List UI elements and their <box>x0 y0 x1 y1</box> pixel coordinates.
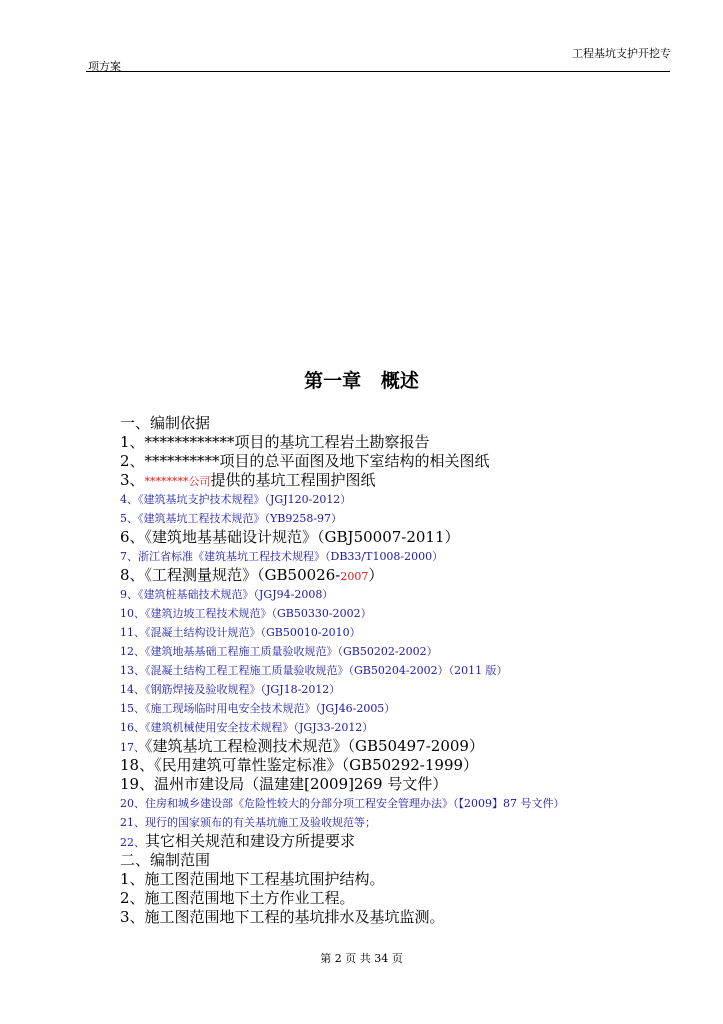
text-line <box>120 452 680 471</box>
text-line <box>120 414 680 433</box>
text-line <box>120 832 680 851</box>
text-segment: 12、《建筑地基基础工程施工质量验收规范》（GB50202-2002） <box>120 645 438 658</box>
text-line <box>120 471 680 490</box>
text-segment: 3、施工图范围地下工程的基坑排水及基坑监测。 <box>120 908 445 926</box>
text-segment: 15、《施工现场临时用电安全技术规范》（JGJ46-2005） <box>120 702 396 715</box>
header-rule <box>86 71 670 72</box>
text-line <box>120 851 680 870</box>
text-segment: 7、浙江省标准《建筑基坑工程技术规程》（DB33/T1008-2000） <box>120 550 444 563</box>
text-line <box>120 908 680 927</box>
body-text <box>120 414 680 927</box>
text-line <box>120 680 680 699</box>
text-line <box>120 756 680 775</box>
text-line <box>120 661 680 680</box>
text-segment: 17、 <box>120 741 145 754</box>
text-segment: 8、《工程测量规范》（GB50026- <box>120 566 341 584</box>
text-line <box>120 813 680 832</box>
text-segment: 11、《混凝土结构设计规范》（GB50010-2010） <box>120 626 361 639</box>
text-segment: 22、 <box>120 836 145 849</box>
text-segment: 《建筑基坑工程检测技术规范》（GB50497-2009） <box>145 737 484 755</box>
text-line <box>120 585 680 604</box>
running-header-right: 工程基坑支护开挖专 <box>572 47 671 60</box>
text-line <box>120 566 680 585</box>
text-segment: 1、施工图范围地下工程基坑围护结构。 <box>120 870 385 888</box>
text-segment: 19、温州市建设局（温建建[2009]269 号文件） <box>120 775 448 793</box>
text-line <box>120 433 680 452</box>
text-segment: 其它相关规范和建设方所提要求 <box>145 832 356 850</box>
text-segment: 一、编制依据 <box>120 414 211 432</box>
text-segment: 提供的基坑工程围护图纸 <box>210 471 376 489</box>
text-line <box>120 775 680 794</box>
text-segment: 3、 <box>120 471 145 489</box>
text-segment: 9、《建筑桩基础技术规范》（JGJ94-2008） <box>120 588 334 601</box>
text-segment: 21、现行的国家颁布的有关基坑施工及验收规范等； <box>120 816 376 829</box>
text-segment: 2、**********项目的总平面图及地下室结构的相关图纸 <box>120 452 490 470</box>
text-line <box>120 604 680 623</box>
text-line <box>120 870 680 889</box>
text-segment: 2、施工图范围地下土方作业工程。 <box>120 889 355 907</box>
text-segment: 4、《建筑基坑支护技术规程》（JGJ120-2012） <box>120 493 352 506</box>
text-segment: 5、《建筑基坑工程技术规范》（YB9258-97） <box>120 512 343 525</box>
text-line <box>120 642 680 661</box>
text-line <box>120 737 680 756</box>
text-line <box>120 718 680 737</box>
text-line <box>120 889 680 908</box>
chapter-title: 第一章 概述 <box>304 370 419 392</box>
text-segment: 13、《混凝土结构工程工程施工质量验收规范》（GB50204-2002）（2011 版） <box>120 664 508 677</box>
text-line <box>120 547 680 566</box>
text-segment: 6、《建筑地基基础设计规范》（GBJ50007-2011） <box>120 528 460 546</box>
text-line <box>120 528 680 547</box>
text-segment: 14、《钢筋焊接及验收规程》（JGJ18-2012） <box>120 683 341 696</box>
text-segment: 2007 <box>340 570 369 583</box>
text-line <box>120 699 680 718</box>
page-footer: 第 2 页 共 34 页 <box>320 952 403 965</box>
text-segment: ） <box>368 566 384 584</box>
text-line <box>120 794 680 813</box>
text-segment: 二、编制范围 <box>120 851 211 869</box>
text-segment: 16、《建筑机械使用安全技术规程》（JGJ33-2012） <box>120 721 374 734</box>
text-line <box>120 509 680 528</box>
text-line <box>120 490 680 509</box>
text-segment: 20、住房和城乡建设部《危险性较大的分部分项工程安全管理办法》（【2009】87 号文件） <box>120 797 565 810</box>
text-segment: ********公司 <box>144 475 211 488</box>
text-segment: 1、************项目的基坑工程岩土勘察报告 <box>120 433 430 451</box>
running-header-left: 项方案 <box>88 60 121 73</box>
text-segment: 10、《建筑边坡工程技术规范》（GB50330-2002） <box>120 607 372 620</box>
text-line <box>120 623 680 642</box>
text-segment: 18、《民用建筑可靠性鉴定标准》（GB50292-1999） <box>120 756 479 774</box>
